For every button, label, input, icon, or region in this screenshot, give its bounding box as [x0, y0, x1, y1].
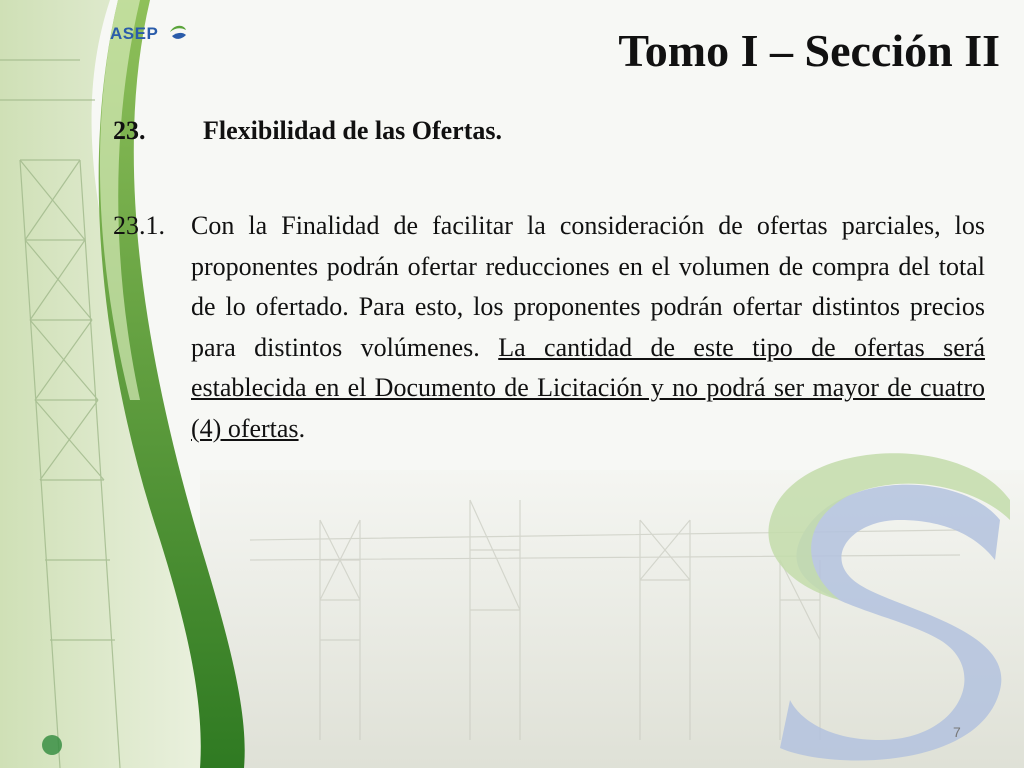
slide-title: Tomo I – Sección II: [618, 25, 1000, 76]
section-heading-text: Flexibilidad de las Ofertas.: [203, 116, 502, 145]
section-number: 23.: [113, 116, 146, 145]
asep-logo-swoosh-icon: [168, 22, 188, 42]
paragraph-underlined-text: La cantidad de este tipo de ofertas será establecida en el Documento de Licitación y no podrá ser mayor de cuatro (4) ofertas: [191, 332, 986, 443]
paragraph-end: .: [298, 413, 306, 443]
paragraph-body: [191, 206, 985, 449]
paragraph-number: 23.1.: [113, 211, 165, 240]
paragraph-23-1: [113, 206, 985, 449]
paragraph-text: Con la Finalidad de facilitar la consideración de ofertas parciales, los proponentes podrán ofertar reducciones en el volumen de compra del total de lo ofertado. Para esto, los proponentes podrán ofertar distintos precios para distintos volúmenes.: [191, 211, 985, 362]
page-number: 7: [953, 724, 961, 740]
section-heading: [113, 116, 502, 146]
asep-logo: ASEP: [110, 24, 159, 43]
